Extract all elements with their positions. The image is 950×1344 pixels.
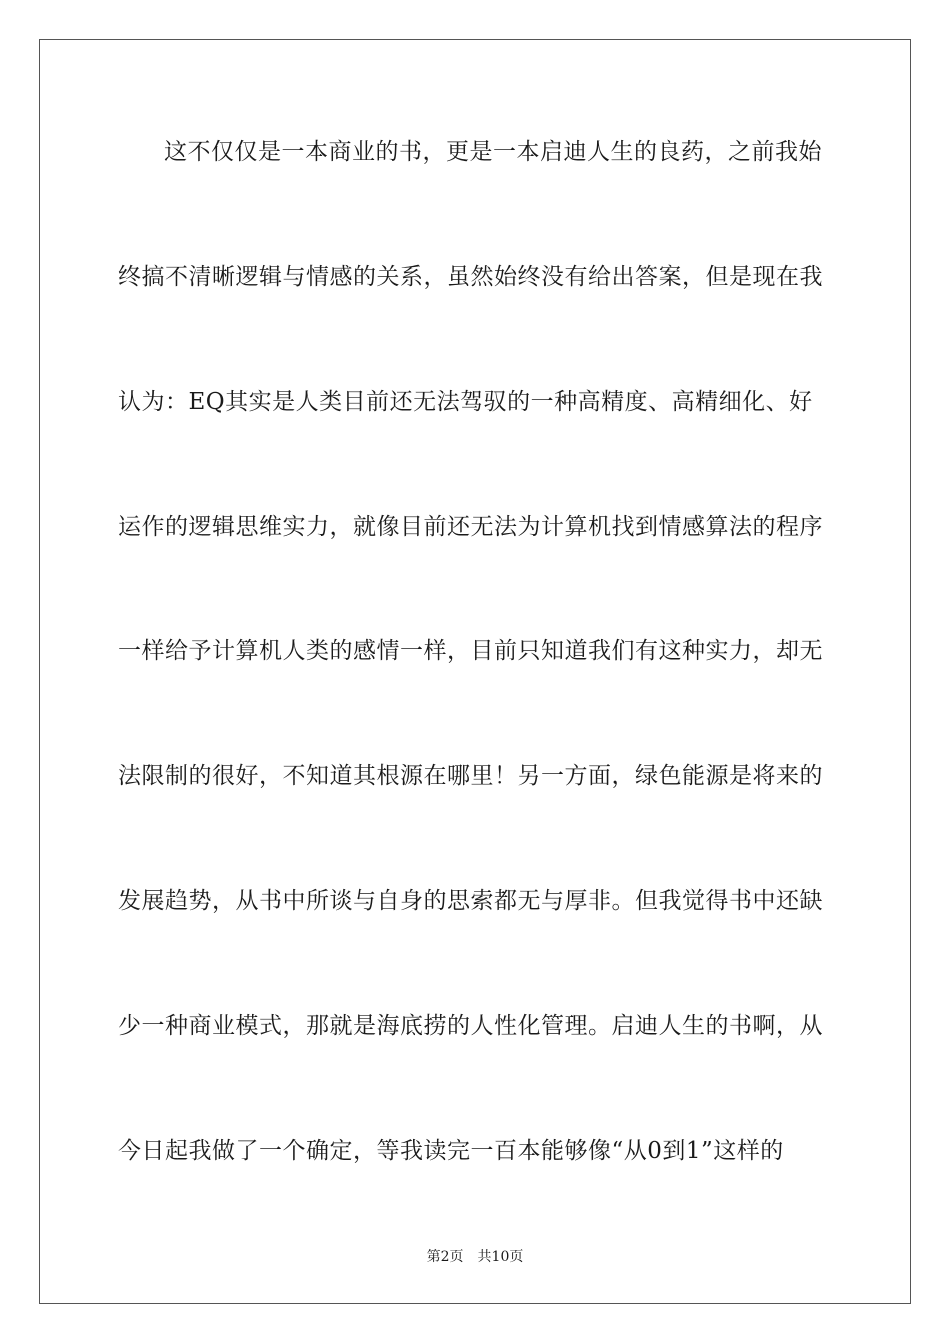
paragraph-line-1: 这不仅仅是一本商业的书，更是一本启迪人生的良药，之前我始 [164, 139, 822, 165]
paragraph-line-9: 今日起我做了一个确定，等我读完一百本能够像“从0到1”这样的 [118, 1138, 784, 1164]
paragraph-line-7: 发展趋势，从书中所谈与自身的思索都无与厚非。但我觉得书中还缺 [118, 888, 823, 914]
page-footer [0, 1248, 950, 1266]
paragraph-line-5: 一样给予计算机人类的感情一样，目前只知道我们有这种实力，却无 [118, 638, 823, 664]
paragraph-line-6: 法限制的很好，不知道其根源在哪里！另一方面，绿色能源是将来的 [118, 763, 823, 789]
paragraph-line-2: 终搞不清晰逻辑与情感的关系，虽然始终没有给出答案，但是现在我 [118, 264, 823, 290]
paragraph-line-3: 认为：EQ其实是人类目前还无法驾驭的一种高精度、高精细化、好 [118, 389, 813, 415]
paragraph-line-8: 少一种商业模式，那就是海底捞的人性化管理。启迪人生的书啊，从 [118, 1013, 823, 1039]
page-border [39, 39, 911, 1304]
paragraph-line-4: 运作的逻辑思维实力，就像目前还无法为计算机找到情感算法的程序 [118, 514, 823, 540]
page-total: 共10页 [477, 1249, 524, 1265]
page-number: 第2页 [426, 1249, 464, 1265]
